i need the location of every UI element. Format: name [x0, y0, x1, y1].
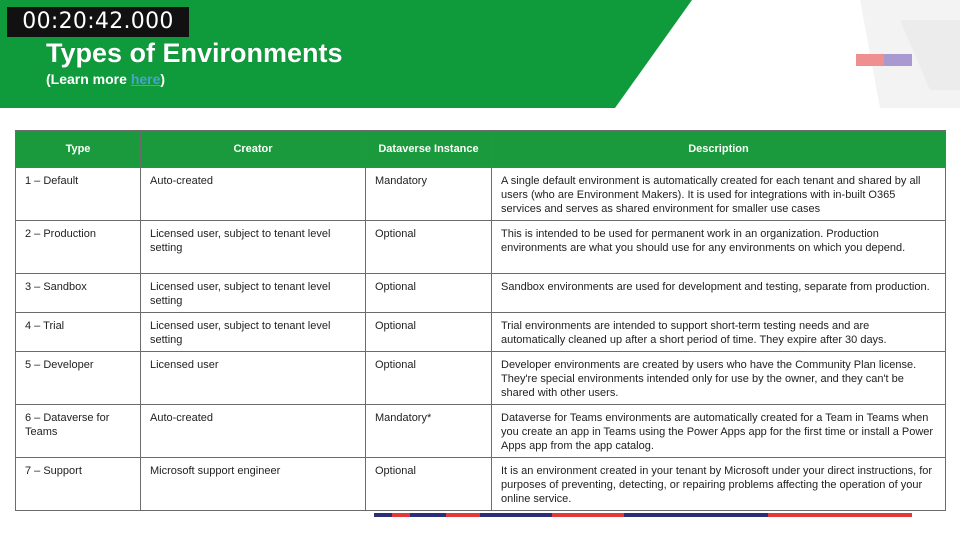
learn-more-link[interactable]: here [130, 71, 161, 87]
cell-instance: Optional [366, 352, 492, 405]
decor-chip-purple [884, 54, 912, 66]
environments-table [15, 130, 946, 511]
table-header-row [16, 131, 946, 168]
video-timestamp: 00:20:42.000 [7, 7, 189, 37]
cell-instance: Optional [366, 221, 492, 274]
table-row [16, 313, 946, 352]
cell-instance: Optional [366, 313, 492, 352]
cell-description: Trial environments are intended to support short-term testing needs and are automatically cleaned up after a short period of time. They expire after 30 days. [492, 313, 946, 352]
table-row [16, 405, 946, 458]
table-row [16, 352, 946, 405]
header-dataverse-instance: Dataverse Instance [366, 131, 492, 168]
table-row [16, 274, 946, 313]
header-description: Description [492, 131, 946, 168]
table-row [16, 458, 946, 511]
cell-instance: Optional [366, 458, 492, 511]
cell-description: It is an environment created in your tenant by Microsoft under your direct instructions, for purposes of preventing, detecting, or repairing problems affecting the operation of your online service. [492, 458, 946, 511]
subtitle-prefix: (Learn more [46, 71, 131, 87]
cell-creator: Licensed user, subject to tenant level setting [141, 313, 366, 352]
cell-type: 4 – Trial [16, 313, 141, 352]
cell-description: Dataverse for Teams environments are automatically created for a Team in Teams when you create an app in Teams using the Power Apps app for the first time or install a Power Apps app from the app catalog. [492, 405, 946, 458]
cell-type: 6 – Dataverse for Teams [16, 405, 141, 458]
cell-creator: Licensed user, subject to tenant level setting [141, 274, 366, 313]
cell-creator: Licensed user [141, 352, 366, 405]
page-subtitle [46, 70, 165, 88]
header-type: Type [16, 131, 141, 168]
page-title: Types of Environments [46, 38, 343, 68]
subtitle-suffix: ) [160, 71, 166, 87]
cell-description: Developer environments are created by users who have the Community Plan license. They're special environments intended only for use by the owner, and they can't be shared with other users. [492, 352, 946, 405]
cell-description: A single default environment is automatically created for each tenant and shared by all users (who are Environment Makers). It is used for integrations with in-built O365 services and serves as shared environment for smaller use cases [492, 168, 946, 221]
cell-description: Sandbox environments are used for development and testing, separate from production. [492, 274, 946, 313]
cell-type: 2 – Production [16, 221, 141, 274]
cell-instance: Mandatory [366, 168, 492, 221]
cell-type: 7 – Support [16, 458, 141, 511]
cell-instance: Optional [366, 274, 492, 313]
table-row [16, 168, 946, 221]
decor-chip-red [856, 54, 884, 66]
table-row [16, 221, 946, 274]
cell-type: 5 – Developer [16, 352, 141, 405]
header-creator: Creator [141, 131, 366, 168]
cell-creator: Auto-created [141, 168, 366, 221]
cell-type: 1 – Default [16, 168, 141, 221]
cell-instance: Mandatory* [366, 405, 492, 458]
cell-creator: Licensed user, subject to tenant level setting [141, 221, 366, 274]
cell-description: This is intended to be used for permanent work in an organization. Production environments are what you should use for any environments on which you depend. [492, 221, 946, 274]
cell-creator: Microsoft support engineer [141, 458, 366, 511]
cell-type: 3 – Sandbox [16, 274, 141, 313]
cell-creator: Auto-created [141, 405, 366, 458]
